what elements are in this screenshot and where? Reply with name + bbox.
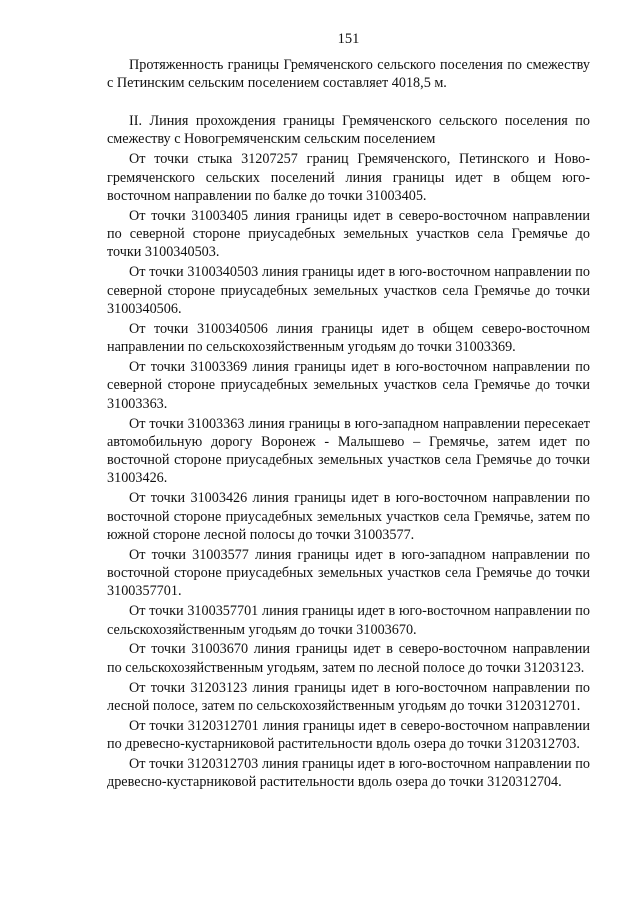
boundary-paragraph: От точки 31003670 линия границы идет в северо-восточном направлении по сельскохозяйственным угодьям, затем по лесной полосе до точки 31203123. [107, 641, 590, 676]
document-page [107, 30, 590, 793]
boundary-paragraph: От точки 3100340503 линия границы идет в юго-восточном направлении по северной стороне приусадебных земельных участков села Гремячье до точки 3100340506. [107, 264, 590, 317]
boundary-paragraph: От точки 3100340506 линия границы идет в общем северо-восточном направлении по сельскохозяйственным угодьям до точки 31003369. [107, 320, 590, 356]
boundary-paragraph: От точки 31003577 линия границы идет в юго-западном направлении по восточной стороне приусадебных земельных участков села Гремячье до точки 3100357701. [107, 546, 590, 600]
boundary-paragraph: От точки 3100357701 линия границы идет в юго-восточном направлении по сельскохозяйственным угодьям до точки 31003670. [107, 603, 590, 638]
boundary-paragraph: От точки стыка 31207257 границ Гремяченского, Петинского и Новогремяченского сельских поселений линия границы идет в общем юго-восточном направлении по балке до точки 31003405. [107, 151, 590, 204]
boundary-paragraph: От точки 31003369 линия границы идет в юго-восточном направлении по северной стороне приусадебных земельных участков села Гремячье до точки 31003363. [107, 359, 590, 412]
section-spacer [107, 94, 590, 112]
boundary-paragraph: От точки 31003426 линия границы идет в юго-восточном направлении по восточной стороне приусадебных земельных участков села Гремячье, затем по южной стороне лесной полосы до точки 31003577. [107, 490, 590, 543]
boundary-paragraph: От точки 31203123 линия границы идет в юго-восточном направлении по лесной полосе, затем по сельскохозяйственным угодьям до точки 3120312701. [107, 679, 590, 714]
intro-paragraph: Протяженность границы Гремяченского сельского поселения по смежеству с Петинским сельским поселением составляет 4018,5 м. [107, 57, 590, 92]
boundary-paragraph: От точки 3120312703 линия границы идет в юго-восточном направлении по древесно-кустарниковой растительности вдоль озера до точки 3120312704. [107, 756, 590, 791]
page-number: 151 [337, 31, 360, 47]
section-title: II. Линия прохождения границы Гремяченского сельского поселения по смежеству с Новогремяченским сельским поселением [107, 113, 590, 148]
boundary-paragraph: От точки 31003405 линия границы идет в северо-восточном направлении по северной стороне приусадебных земельных участков села Гремячье до точки 3100340503. [107, 207, 590, 261]
boundary-paragraph: От точки 3120312701 линия границы идет в северо-восточном направлении по древесно-кустарниковой растительности вдоль озера до точки 3120312703. [107, 717, 590, 753]
boundary-paragraph: От точки 31003363 линия границы в юго-западном направлении пересекает автомобильную дорогу Воронеж - Малышево – Гремячье, затем идет по восточной стороне приусадебных земельных участков села Гремячье до точки 31003426. [107, 415, 590, 487]
